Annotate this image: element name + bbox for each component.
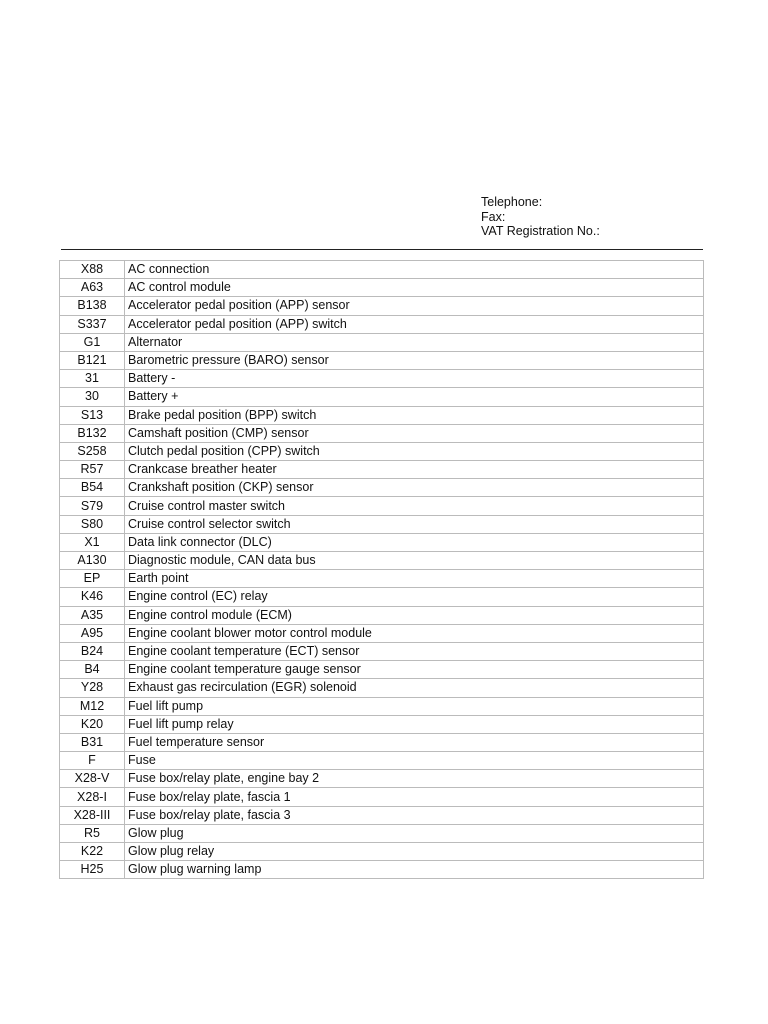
- component-name: Crankshaft position (CKP) sensor: [125, 479, 703, 497]
- table-row: [60, 734, 703, 752]
- table-row: [60, 788, 703, 806]
- component-name: Battery -: [125, 370, 703, 388]
- component-code: Y28: [60, 679, 125, 697]
- table-row: [60, 698, 703, 716]
- component-code: X1: [60, 534, 125, 552]
- component-name: Alternator: [125, 334, 703, 352]
- component-code: 31: [60, 370, 125, 388]
- component-code: X28-III: [60, 807, 125, 825]
- table-row: [60, 861, 703, 878]
- component-name: Cruise control selector switch: [125, 516, 703, 534]
- component-name: Fuse box/relay plate, fascia 3: [125, 807, 703, 825]
- vat-label: VAT Registration No.:: [481, 224, 600, 238]
- component-code: S337: [60, 316, 125, 334]
- component-name: Engine control module (ECM): [125, 607, 703, 625]
- component-name: AC connection: [125, 261, 703, 279]
- component-code: X28-I: [60, 788, 125, 806]
- component-code: K22: [60, 843, 125, 861]
- component-name: Fuse box/relay plate, engine bay 2: [125, 770, 703, 788]
- table-row: [60, 297, 703, 315]
- component-code: A95: [60, 625, 125, 643]
- component-name: Brake pedal position (BPP) switch: [125, 407, 703, 425]
- component-code: B54: [60, 479, 125, 497]
- component-table: [59, 260, 704, 879]
- component-code: S79: [60, 497, 125, 515]
- table-row: [60, 807, 703, 825]
- table-row: [60, 497, 703, 515]
- component-name: Accelerator pedal position (APP) switch: [125, 316, 703, 334]
- table-row: [60, 352, 703, 370]
- component-code: B121: [60, 352, 125, 370]
- component-name: Cruise control master switch: [125, 497, 703, 515]
- component-name: Fuel lift pump relay: [125, 716, 703, 734]
- component-name: AC control module: [125, 279, 703, 297]
- component-code: M12: [60, 698, 125, 716]
- component-code: 30: [60, 388, 125, 406]
- table-row: [60, 334, 703, 352]
- table-row: [60, 316, 703, 334]
- table-row: [60, 407, 703, 425]
- component-name: Crankcase breather heater: [125, 461, 703, 479]
- component-code: K46: [60, 588, 125, 606]
- table-row: [60, 388, 703, 406]
- table-row: [60, 625, 703, 643]
- table-row: [60, 679, 703, 697]
- component-name: Fuse box/relay plate, fascia 1: [125, 788, 703, 806]
- component-name: Engine coolant blower motor control module: [125, 625, 703, 643]
- component-name: Barometric pressure (BARO) sensor: [125, 352, 703, 370]
- component-name: Engine control (EC) relay: [125, 588, 703, 606]
- table-row: [60, 607, 703, 625]
- table-row: [60, 370, 703, 388]
- component-code: S13: [60, 407, 125, 425]
- fax-label: Fax:: [481, 209, 506, 224]
- table-row: [60, 588, 703, 606]
- component-code: K20: [60, 716, 125, 734]
- component-name: Exhaust gas recirculation (EGR) solenoid: [125, 679, 703, 697]
- component-name: Engine coolant temperature gauge sensor: [125, 661, 703, 679]
- table-row: [60, 534, 703, 552]
- component-name: Fuse: [125, 752, 703, 770]
- table-row: [60, 552, 703, 570]
- component-name: Accelerator pedal position (APP) sensor: [125, 297, 703, 315]
- component-name: Battery +: [125, 388, 703, 406]
- table-row: [60, 661, 703, 679]
- component-name: Glow plug warning lamp: [128, 862, 262, 877]
- table-row: [60, 643, 703, 661]
- component-code: A63: [60, 279, 125, 297]
- component-name: Earth point: [125, 570, 703, 588]
- table-row: [60, 843, 703, 861]
- component-code: EP: [60, 570, 125, 588]
- table-row: [60, 443, 703, 461]
- component-code: F: [60, 752, 125, 770]
- component-code: X28-V: [60, 770, 125, 788]
- table-row: [60, 261, 703, 279]
- component-code: A35: [60, 607, 125, 625]
- component-name: Glow plug relay: [125, 843, 703, 861]
- component-name: Diagnostic module, CAN data bus: [125, 552, 703, 570]
- component-code: B24: [60, 643, 125, 661]
- table-row: [60, 479, 703, 497]
- component-name: Fuel temperature sensor: [125, 734, 703, 752]
- table-row: [60, 716, 703, 734]
- contact-block: [481, 195, 600, 239]
- component-name: Engine coolant temperature (ECT) sensor: [125, 643, 703, 661]
- component-code: B31: [60, 734, 125, 752]
- component-name: Data link connector (DLC): [125, 534, 703, 552]
- component-code: A130: [60, 552, 125, 570]
- component-code: S80: [60, 516, 125, 534]
- component-code: G1: [60, 334, 125, 352]
- component-code: H25: [60, 861, 125, 878]
- component-name: Fuel lift pump: [125, 698, 703, 716]
- table-row: [60, 570, 703, 588]
- table-row: [60, 752, 703, 770]
- component-code: R5: [60, 825, 125, 843]
- table-row: [60, 279, 703, 297]
- component-code: R57: [60, 461, 125, 479]
- component-name: Clutch pedal position (CPP) switch: [125, 443, 703, 461]
- header-divider: [61, 249, 703, 250]
- table-row: [60, 425, 703, 443]
- component-name: Glow plug: [125, 825, 703, 843]
- component-code: X88: [60, 261, 125, 279]
- table-row: [60, 825, 703, 843]
- table-row: [60, 770, 703, 788]
- component-name: Camshaft position (CMP) sensor: [125, 425, 703, 443]
- component-code: B138: [60, 297, 125, 315]
- component-code: B132: [60, 425, 125, 443]
- component-code: B4: [60, 661, 125, 679]
- component-code: S258: [60, 443, 125, 461]
- table-row: [60, 516, 703, 534]
- telephone-label: Telephone:: [481, 195, 543, 209]
- table-row: [60, 461, 703, 479]
